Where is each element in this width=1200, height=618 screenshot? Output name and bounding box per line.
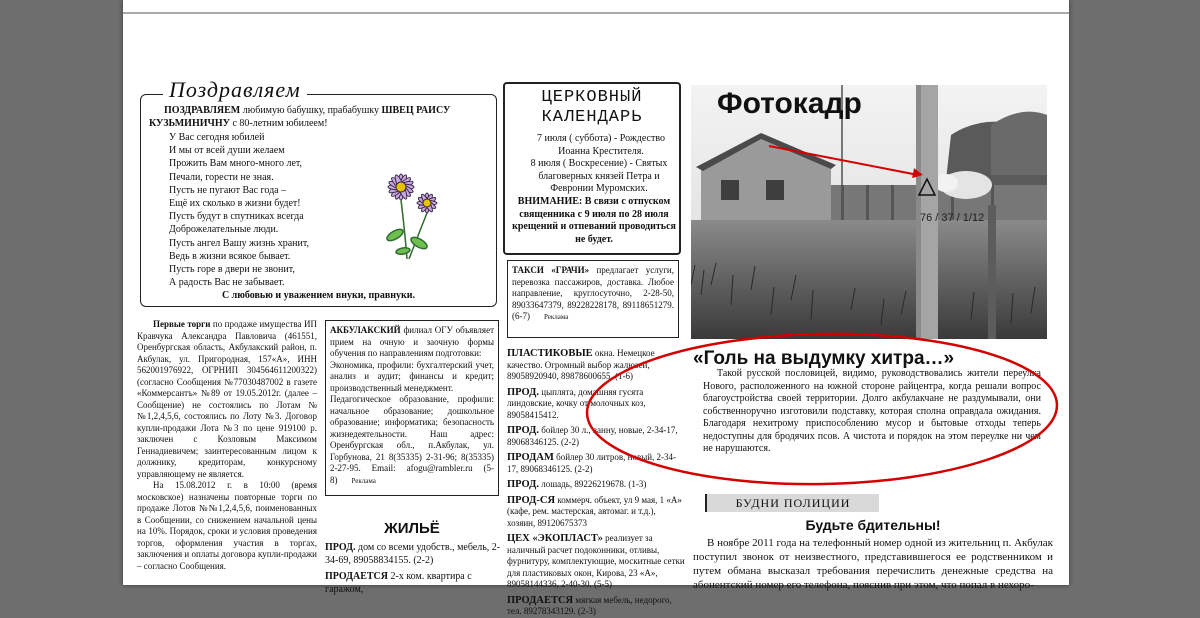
classified-text: мягкая мебель, недорого, тел. 89278343129. (2-3) bbox=[507, 594, 672, 616]
church-line-2: 8 июля ( Воскресение) - Святых благоверных князей Петра и Февронии Муромских. bbox=[530, 158, 668, 194]
church-title: ЦЕРКОВНЫЙ КАЛЕНДАРЬ bbox=[541, 88, 643, 127]
classified-text: лошадь, 89226219678. (1-3) bbox=[539, 479, 647, 489]
congrats-intro-bold: ПОЗДРАВЛЯЕМ bbox=[164, 105, 241, 116]
classified-item bbox=[507, 595, 685, 618]
housing-item-label: ПРОДАЕТСЯ bbox=[325, 571, 388, 582]
classified-label: ПЛАСТИКОВЫЕ bbox=[507, 348, 593, 359]
congrats-poem bbox=[169, 131, 309, 289]
poem-line: Пусть не пугают Вас года – bbox=[169, 184, 287, 196]
poem-line: Пусть будут в спутниках всегда bbox=[169, 211, 304, 223]
poem-line: И мы от всей души желаем bbox=[169, 145, 285, 157]
congrats-signature: С любовью и уважением внуки, правнуки. bbox=[221, 290, 416, 301]
photo-arrowhead bbox=[912, 168, 924, 180]
congrats-intro bbox=[149, 105, 489, 130]
taxi-name: ТАКСИ «ГРАЧИ» bbox=[512, 265, 590, 275]
newspaper-page bbox=[123, 0, 1069, 616]
taxi-ad bbox=[507, 260, 679, 338]
taxi-body: предлагает услуги, перевозка пассажиров, доставка. Любое направление, круглосуточно, 2-28-50, 89033647379, 89228228178, 89118651279. (6-7) bbox=[512, 265, 674, 321]
top-rule bbox=[123, 12, 1069, 14]
taxi-text bbox=[512, 265, 674, 324]
poem-line: Пусть горе в двери не звонит, bbox=[169, 264, 295, 276]
classified-label: ПРОД. bbox=[507, 425, 540, 436]
housing-item bbox=[325, 542, 501, 567]
photo-frame bbox=[691, 85, 1047, 339]
ogu-line-2-text: Педагогическое образование, профили: начальное образование; дошкольное образование; информатика; безопасность жизнедеятельности. Наш адрес: Оренбургская обл., п.Акбулак, ул. Горбунова, 21 8(35335) 2-31-96; 8(35335) 2-27-95. Email: afogu@rambler.ru (5-8) bbox=[330, 394, 494, 485]
classified-label: ПРОДАМ bbox=[507, 452, 554, 463]
classified-item bbox=[507, 495, 685, 530]
classified-text: бойлер 30 л., ванну, новые, 2-34-17, 89068346125. (2-2) bbox=[507, 425, 678, 447]
photo-title: Фотокадр bbox=[717, 87, 862, 120]
congrats-name: ШВЕЦ РАИСУ КУЗЬМИНИЧНУ bbox=[149, 105, 451, 129]
police-title: Будьте бдительны! bbox=[805, 517, 941, 533]
ogu-text bbox=[330, 325, 494, 487]
housing-list bbox=[325, 542, 501, 596]
housing-item bbox=[325, 571, 501, 596]
housing-item-label: ПРОД. bbox=[325, 542, 356, 553]
poem-line: Ещё их сколько в жизни будет! bbox=[169, 198, 301, 210]
article-title: «Голь на выдумку хитра…» bbox=[693, 348, 955, 369]
ogu-intro: филиал ОГУ объявляет прием на очную и заочную формы обучения по направлениям подготовки: bbox=[330, 325, 494, 358]
congrats-box bbox=[140, 77, 497, 307]
torgi-text-1: по продаже имущества ИП Кравчука Александра Павловича (461551, Оренбургская область, Акбулакский район, п. Акбулак, ул. Пригородная, 157«А», ИНН 562001976922, ОГРНИП 304564611200322) (согласно Сообщения №77030487002 в газете «Коммерсантъ» №89 от 19.05.2012г. (далее – Сообщение) не состоялись по Лотам №№1,2,4,5,6, состоялись по Лоту №3. Договор купли-продажи Лота №3 по цене 919100 р. заключен с Козловым Максимом Геннадиевичем; заинтересованным лицом к должнику, кредиторам, конкурсному управляющему не является. bbox=[137, 319, 317, 479]
poem-line: Доброжелательные люди. bbox=[169, 224, 279, 236]
torgi-para-2: На 15.08.2012 г. в 10:00 (время московское) назначены повторные торги по продаже Лотов №№1,2,4,5,6, поименованных в Сообщении, со снижением начальной цены на 10%. Порядок, сроки и условия проведения торгов, оформления участия в торгах, заключения и оплаты договора купли-продажи – согласно Сообщения. bbox=[137, 480, 317, 571]
poem-line: А радость Вас не забывает. bbox=[169, 277, 285, 289]
ogu-ad-mark: Реклама bbox=[351, 476, 376, 485]
poem-line: Прожить Вам много-много лет, bbox=[169, 158, 303, 170]
classified-label: ПРОД. bbox=[507, 479, 540, 490]
church-line-1: 7 июля ( суббота) - Рождество Иоанна Крестителя. bbox=[536, 133, 665, 157]
taxi-ad-mark: Реклама bbox=[544, 313, 569, 321]
pole-marks: 76 / 37 / 1/12 bbox=[920, 212, 985, 224]
classified-text: коммерч. объект, ул 9 мая, 1 «А» (кафе, рем. мастерская, автомаг. и т.д.), хозяин, 89120675373 bbox=[507, 494, 682, 528]
classified-label: ПРОД. bbox=[507, 386, 540, 398]
classified-label: ПРОДАЕТСЯ bbox=[507, 594, 574, 606]
torgi-para-1 bbox=[137, 319, 317, 480]
church-notice bbox=[511, 196, 677, 246]
classified-text: реализует за наличный расчет подоконники, отливы, фурнитуру, комплектующие, москитные сетки для пластиковых окон, Кирова, 23 «А», 89058144336, 2-40-30. (5-5) bbox=[507, 533, 685, 589]
classified-item bbox=[507, 533, 685, 591]
housing-item-text: дом со всеми удобств., мебель, 2-34-69, 89058834155. (2-2) bbox=[325, 542, 501, 566]
ogu-line-1: Экономика, профили: бухгалтерский учет, анализ и аудит; финансы и кредит; производственный менеджмент. bbox=[330, 359, 494, 393]
poem-line: Пусть ангел Вашу жизнь хранит, bbox=[169, 237, 309, 249]
flowers-illustration bbox=[377, 163, 447, 263]
police-section-bar bbox=[705, 494, 879, 512]
torgi-title: Первые торги bbox=[153, 319, 211, 329]
ogu-ad bbox=[325, 320, 499, 496]
congrats-intro-text: любимую бабушку, прабабушку bbox=[240, 105, 382, 116]
housing-item-text: 2-х ком. квартира с гаражом, bbox=[325, 571, 472, 595]
highlight-oval bbox=[581, 328, 1063, 490]
torgi-article bbox=[137, 319, 317, 572]
classified-label: ЦЕХ «ЭКОПЛАСТ» bbox=[507, 533, 603, 544]
classified-label: ПРОД-СЯ bbox=[507, 494, 556, 506]
poem-line: Печали, горести не зная. bbox=[169, 171, 274, 183]
classified-text: цыплята, домашняя гусята линдовские, кочку от молочных коз, 89058415412. bbox=[507, 386, 646, 420]
classified-text: окна. Немецкое качество. Огромный выбор жалюзей, 89058920940, 89878600655. (1-6) bbox=[507, 348, 655, 381]
police-section-label: БУДНИ ПОЛИЦИИ bbox=[735, 496, 851, 510]
church-calendar bbox=[503, 82, 681, 255]
ogu-line-2 bbox=[330, 394, 494, 487]
photo-image bbox=[691, 85, 1047, 339]
poem-line: Ведь в жизни всякое бывает. bbox=[169, 250, 291, 262]
police-body: В ноябре 2011 года на телефонный номер одной из жительниц п. Акбулак поступил звонок от неизвестного, представившегося ее родственником и путем обмана высказал требования перечислить денежные средства на абонентский номер его телефона, пояснив при этом, что попал в нехоро- bbox=[693, 537, 1053, 591]
church-notice-label: ВНИМАНИЕ: bbox=[517, 196, 583, 207]
housing-title: ЖИЛЬЁ bbox=[384, 520, 440, 537]
classified-text: бойлер 30 литров, новый, 2-34-17, 89068346125. (2-2) bbox=[507, 452, 677, 474]
church-notice-text: В связи с отпуском священника с 9 июля по 28 июля крещений и отпеваний проводиться не будет. bbox=[512, 196, 676, 245]
ogu-title: АКБУЛАКСКИЙ bbox=[330, 325, 401, 335]
poem-line: У Вас сегодня юбилей bbox=[169, 132, 265, 143]
congrats-header: Поздравляем bbox=[163, 77, 307, 103]
article-body: Такой русской пословицей, видимо, руководствовались жители переулка Нового, расположенного на южной стороне райцентра, когда решали вопрос благоустройства своей территории. Долго акбулакчане не раздумывали, они собственноручно изготовили подставку, которая сполна оправдала ожидания. Благодаря нехитрому приспособлению мусор и бытовые отходы теперь недоступны для бродячих псов. А чистота и порядок на этом переулке ни чем не нарушаются. bbox=[703, 368, 1041, 454]
congrats-intro-tail: с 80-летним юбилеем! bbox=[229, 117, 328, 129]
